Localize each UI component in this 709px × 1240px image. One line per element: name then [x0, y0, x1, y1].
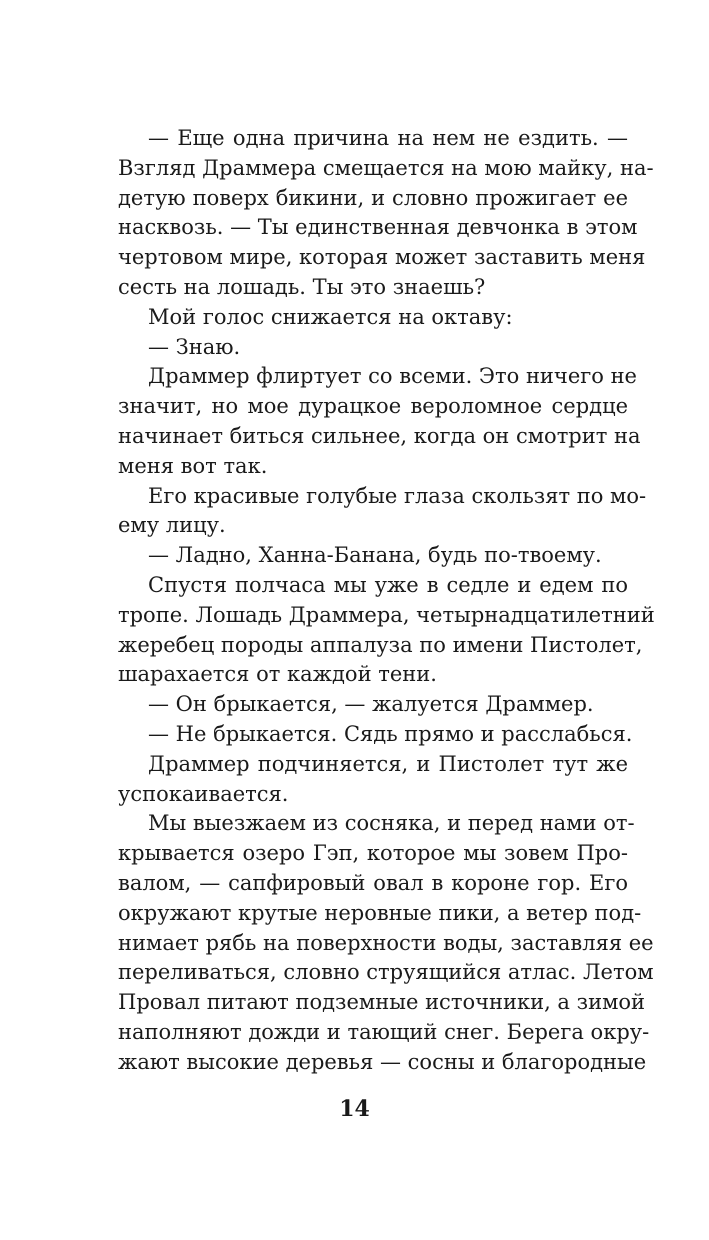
text-line: Драммер подчиняется, и Пистолет тут же [148, 751, 628, 776]
text-line: чертовом мире, которая может заставить меня [118, 245, 646, 270]
text-line: шарахается от каждой тени. [118, 662, 437, 687]
text-line: — Еще одна причина на нем не ездить. — [148, 126, 628, 150]
text-line: Спустя полчаса мы уже в седле и едем по [148, 572, 628, 597]
text-line: — Не брыкается. Сядь прямо и расслабься. [148, 721, 633, 746]
text-line: меня вот так. [118, 453, 268, 478]
text-line: окружают крутые неровные пики, а ветер под- [118, 900, 642, 925]
text-line: значит, но мое дурацкое вероломное сердце [118, 394, 628, 419]
text-line: нимает рябь на поверхности воды, заставляя ее [118, 930, 654, 955]
text-line: тропе. Лошадь Драммера, четырнадцатилетний [118, 602, 655, 627]
text-line: Взгляд Драммера смещается на мою майку, на- [118, 155, 654, 180]
body-text [118, 124, 655, 1078]
text-line: переливаться, словно струящийся атлас. Летом [118, 960, 654, 985]
text-line: Мы выезжаем из сосняка, и перед нами от- [148, 811, 635, 836]
text-line: — Он брыкается, — жалуется Драммер. [148, 692, 594, 717]
text-line: сесть на лошадь. Ты это знаешь? [118, 274, 486, 299]
text-line: Провал питают подземные источники, а зимой [118, 990, 646, 1015]
text-line: начинает биться сильнее, когда он смотрит на [118, 423, 641, 448]
text-line: Мой голос снижается на октаву: [148, 304, 513, 329]
text-line: Его красивые голубые глаза скользят по мо- [148, 483, 647, 508]
text-line: — Знаю. [148, 334, 241, 359]
text-line: наполняют дожди и тающий снег. Берега окру- [118, 1019, 650, 1044]
page-number: 14 [339, 1096, 370, 1122]
text-line: жеребец породы аппалуза по имени Пистолет, [118, 632, 643, 657]
text-line: — Ладно, Ханна-Банана, будь по-твоему. [148, 543, 602, 568]
text-line: валом, — сапфировый овал в короне гор. Его [118, 870, 628, 895]
text-line: детую поверх бикини, и словно прожигает ее [118, 185, 628, 210]
text-line: крывается озеро Гэп, которое мы зовем Про- [118, 841, 628, 866]
text-line: ему лицу. [118, 513, 226, 538]
text-line: насквозь. — Ты единственная девчонка в этом [118, 215, 638, 240]
text-line: жают высокие деревья — сосны и благородные [118, 1049, 647, 1074]
text-line: успокаивается. [118, 781, 289, 806]
text-line: Драммер флиртует со всеми. Это ничего не [148, 364, 637, 389]
